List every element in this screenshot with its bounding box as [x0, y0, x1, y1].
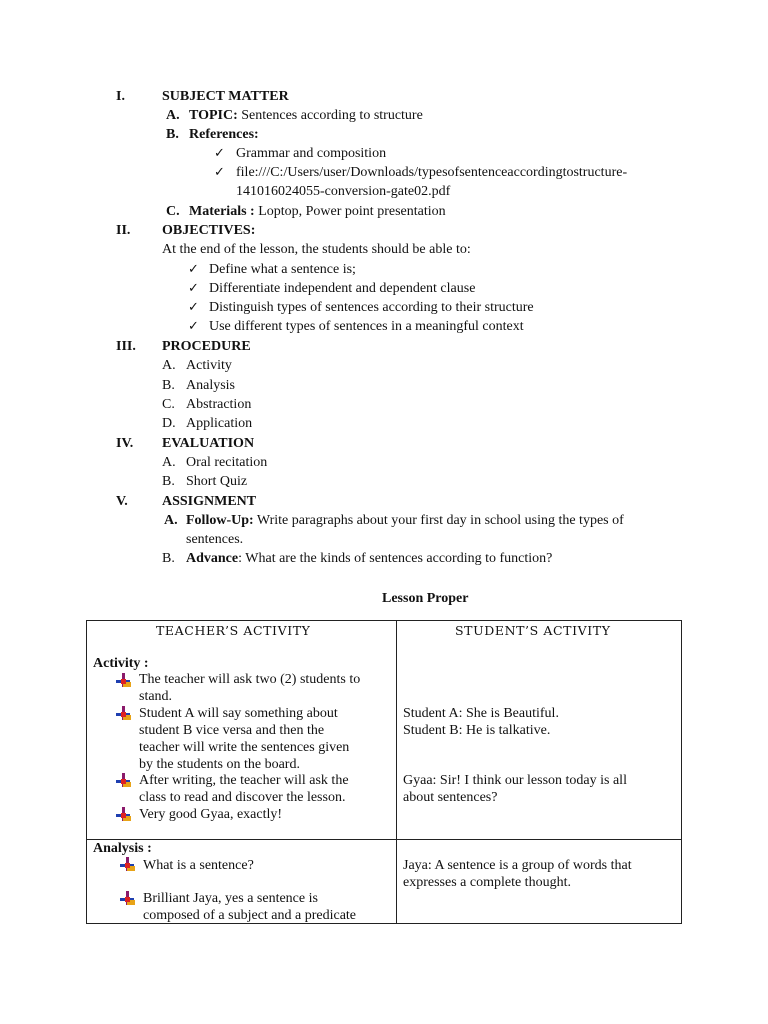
section-numeral-ii: II.	[116, 223, 131, 238]
advance-line	[186, 549, 552, 568]
activity-teacher-line: Student A will say something about	[139, 706, 338, 721]
materials-line	[189, 202, 446, 221]
reference-item-continued: 141016024055-conversion-gate02.pdf	[236, 184, 451, 199]
row-divider	[86, 839, 682, 840]
check-icon	[214, 163, 225, 182]
topic-label: TOPIC:	[189, 108, 238, 123]
bullet-icon	[116, 673, 130, 687]
check-icon	[188, 279, 199, 298]
check-icon	[188, 260, 199, 279]
activity-teacher-line: stand.	[139, 689, 173, 704]
advance-text: : What are the kinds of sentences according to function?	[238, 551, 553, 566]
procedure-marker: B.	[162, 378, 175, 393]
advance-marker: B.	[162, 551, 175, 566]
evaluation-marker: A.	[162, 455, 176, 470]
followup-text-continued: sentences.	[186, 532, 244, 547]
section-heading-objectives: OBJECTIVES:	[162, 223, 256, 238]
evaluation-marker: B.	[162, 474, 175, 489]
topic-marker: A.	[166, 108, 180, 123]
section-heading-subject-matter: SUBJECT MATTER	[162, 89, 289, 104]
procedure-item: Abstraction	[186, 397, 252, 412]
activity-teacher-line: After writing, the teacher will ask the	[139, 773, 349, 788]
bullet-icon	[116, 773, 130, 787]
section-heading-assignment: ASSIGNMENT	[162, 494, 257, 509]
activity-teacher-line: student B vice versa and then the	[139, 723, 325, 738]
activity-student-line: Student B: He is talkative.	[403, 723, 551, 738]
section-numeral-v: V.	[116, 494, 128, 509]
procedure-item: Activity	[186, 358, 232, 373]
analysis-student-line: Jaya: A sentence is a group of words that	[403, 858, 632, 873]
references-marker: B.	[166, 127, 179, 142]
section-numeral-i: I.	[116, 89, 125, 104]
section-heading-procedure: PROCEDURE	[162, 339, 251, 354]
references-label: References:	[189, 127, 259, 142]
reference-item: file:///C:/Users/user/Downloads/typesofsentenceaccordingtostructure-	[236, 165, 628, 180]
activity-student-line: Gyaa: Sir! I think our lesson today is all	[403, 773, 627, 788]
materials-marker: C.	[166, 204, 180, 219]
analysis-teacher-line: What is a sentence?	[143, 858, 254, 873]
followup-label: Follow-Up:	[186, 513, 254, 528]
objective-item: Distinguish types of sentences according to their structure	[209, 300, 534, 315]
procedure-item: Analysis	[186, 378, 235, 393]
evaluation-item: Oral recitation	[186, 455, 268, 470]
teacher-activity-header: TEACHER’S ACTIVITY	[156, 623, 311, 638]
topic-line	[189, 106, 423, 125]
column-divider	[396, 620, 397, 924]
lesson-table	[86, 620, 682, 924]
procedure-marker: A.	[162, 358, 176, 373]
analysis-teacher-line: composed of a subject and a predicate	[143, 908, 357, 923]
procedure-item: Application	[186, 416, 253, 431]
bullet-icon	[116, 807, 130, 821]
materials-label: Materials :	[189, 204, 255, 219]
activity-label: Activity :	[93, 656, 149, 671]
followup-line	[186, 511, 624, 530]
materials-text: Loptop, Power point presentation	[258, 204, 446, 219]
advance-label: Advance	[186, 551, 239, 566]
analysis-label: Analysis :	[93, 841, 152, 856]
procedure-marker: C.	[162, 397, 175, 412]
section-heading-evaluation: EVALUATION	[162, 436, 255, 451]
topic-text: Sentences according to structure	[241, 108, 423, 123]
followup-text: Write paragraphs about your first day in school using the types of	[256, 513, 624, 528]
activity-teacher-line: by the students on the board.	[139, 757, 300, 772]
bullet-icon	[120, 891, 134, 905]
activity-student-line: Student A: She is Beautiful.	[403, 706, 559, 721]
activity-teacher-line: Very good Gyaa, exactly!	[139, 807, 283, 822]
objectives-intro: At the end of the lesson, the students should be able to:	[162, 242, 471, 257]
reference-item: Grammar and composition	[236, 146, 387, 161]
activity-teacher-line: class to read and discover the lesson.	[139, 790, 346, 805]
objective-item: Use different types of sentences in a meaningful context	[209, 319, 524, 334]
student-activity-header: STUDENT’S ACTIVITY	[455, 623, 611, 638]
check-icon	[188, 298, 199, 317]
procedure-marker: D.	[162, 416, 176, 431]
activity-student-line: about sentences?	[403, 790, 498, 805]
bullet-icon	[116, 706, 130, 720]
lesson-proper-title: Lesson Proper	[382, 591, 469, 606]
section-numeral-iv: IV.	[116, 436, 134, 451]
evaluation-item: Short Quiz	[186, 474, 248, 489]
activity-teacher-line: teacher will write the sentences given	[139, 740, 350, 755]
section-numeral-iii: III.	[116, 339, 136, 354]
bullet-icon	[120, 857, 134, 871]
objective-item: Define what a sentence is;	[209, 262, 356, 277]
followup-marker: A.	[164, 513, 178, 528]
analysis-student-line: expresses a complete thought.	[403, 875, 571, 890]
check-icon	[214, 144, 225, 163]
objective-item: Differentiate independent and dependent clause	[209, 281, 476, 296]
check-icon	[188, 317, 199, 336]
analysis-teacher-line: Brilliant Jaya, yes a sentence is	[143, 891, 318, 906]
activity-teacher-line: The teacher will ask two (2) students to	[139, 672, 361, 687]
